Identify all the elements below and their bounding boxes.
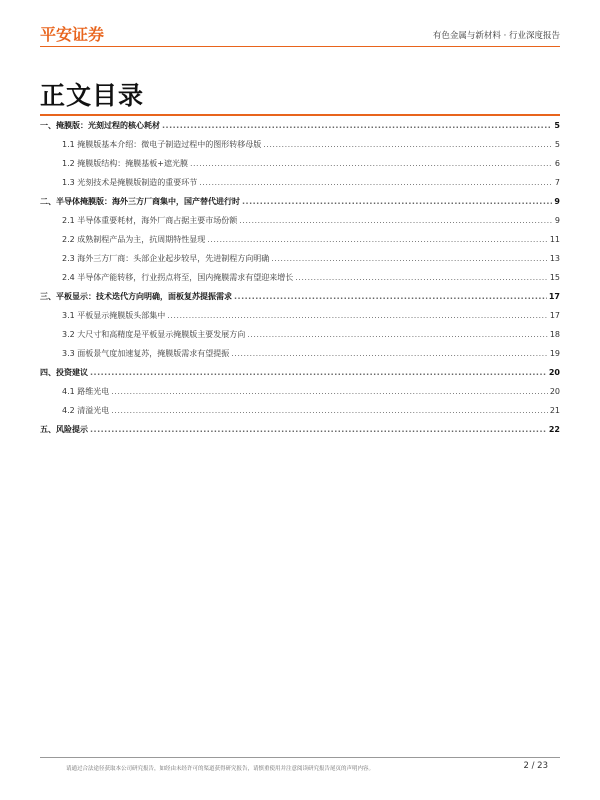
- toc-entry[interactable]: [40, 253, 560, 272]
- toc-entry-page: 19: [549, 349, 560, 358]
- toc-leader-dots: [90, 425, 547, 434]
- toc-entry-title: 3.3 面板景气度加速复苏，掩膜版需求有望提振: [62, 349, 230, 358]
- toc-entry[interactable]: [40, 272, 560, 291]
- toc-entry[interactable]: [40, 424, 560, 443]
- toc-entry-page: 15: [549, 273, 560, 282]
- toc-entry[interactable]: [40, 234, 560, 253]
- toc-entry[interactable]: [40, 291, 560, 310]
- report-type: 有色金属与新材料 · 行业深度报告: [432, 31, 560, 41]
- toc-leader-dots: [271, 254, 548, 263]
- toc-leader-dots: [190, 159, 553, 168]
- toc-leader-dots: [199, 178, 553, 187]
- toc-entry[interactable]: [40, 177, 560, 196]
- toc-entry-title: 三、平板显示：技术迭代方向明确，面板复苏提振需求: [40, 292, 232, 301]
- toc-entry-title: 1.2 掩膜版结构：掩膜基板+遮光膜: [62, 159, 188, 168]
- toc-entry-page: 13: [549, 254, 560, 263]
- toc-leader-dots: [242, 197, 552, 206]
- toc-entry[interactable]: [40, 158, 560, 177]
- toc-entry-title: 4.1 路维光电: [62, 387, 110, 396]
- toc-leader-dots: [231, 349, 548, 358]
- toc-entry-page: 6: [554, 159, 560, 168]
- toc-entry-page: 22: [548, 425, 560, 434]
- toc-entry[interactable]: [40, 367, 560, 386]
- page-header: [40, 22, 560, 44]
- toc-entry-page: 9: [554, 216, 560, 225]
- toc-entry[interactable]: [40, 196, 560, 215]
- toc-entry-title: 一、掩膜版：光刻过程的核心耗材: [40, 121, 160, 130]
- toc-entry-page: 9: [554, 197, 560, 206]
- toc-entry-page: 7: [554, 178, 560, 187]
- page-number: 2 / 23: [523, 761, 548, 771]
- toc-entry[interactable]: [40, 348, 560, 367]
- toc-leader-dots: [167, 311, 548, 320]
- toc-entry-title: 1.1 掩膜版基本介绍：微电子制造过程中的图形转移母版: [62, 140, 262, 149]
- toc-entry-title: 二、半导体掩膜版：海外三方厂商集中，国产替代进行时: [40, 197, 240, 206]
- toc-entry-page: 17: [548, 292, 560, 301]
- toc-entry-title: 4.2 清溢光电: [62, 406, 110, 415]
- toc-entry-title: 3.2 大尺寸和高精度是平板显示掩膜版主要发展方向: [62, 330, 246, 339]
- toc-leader-dots: [207, 235, 548, 244]
- toc-entry-page: 17: [549, 311, 560, 320]
- toc-leader-dots: [295, 273, 548, 282]
- toc-entry-title: 四、投资建议: [40, 368, 88, 377]
- header-divider: [40, 46, 560, 47]
- toc-entry[interactable]: [40, 310, 560, 329]
- toc-entry[interactable]: [40, 139, 560, 158]
- toc-leader-dots: [162, 121, 552, 130]
- toc-leader-dots: [239, 216, 553, 225]
- toc-entry-page: 20: [548, 368, 560, 377]
- company-logo: 平安证券: [40, 25, 105, 44]
- toc-leader-dots: [247, 330, 548, 339]
- toc-entry-title: 五、风险提示: [40, 425, 88, 434]
- toc-entry-title: 2.3 海外三方厂商：头部企业起步较早，先进制程方向明确: [62, 254, 270, 263]
- toc-entry-page: 21: [549, 406, 560, 415]
- toc-entry[interactable]: [40, 215, 560, 234]
- toc-entry-title: 2.2 成熟制程产品为主，抗周期特性显现: [62, 235, 206, 244]
- toc-entry-page: 5: [554, 121, 560, 130]
- toc-entry-page: 20: [549, 387, 560, 396]
- toc-leader-dots: [111, 387, 548, 396]
- toc-entry[interactable]: [40, 329, 560, 348]
- toc-entry-title: 2.1 半导体重要耗材，海外厂商占据主要市场份额: [62, 216, 238, 225]
- toc-entry[interactable]: [40, 120, 560, 139]
- toc-entry[interactable]: [40, 386, 560, 405]
- toc-leader-dots: [234, 292, 547, 301]
- footer-disclaimer: 请通过合法途径获取本公司研究报告，如经由未经许可的渠道获得研究报告，请慎重使用并注意阅读研究报告尾页的声明内容。: [66, 766, 375, 772]
- toc-entry-page: 5: [554, 140, 560, 149]
- toc-entry[interactable]: [40, 405, 560, 424]
- toc-leader-dots: [263, 140, 553, 149]
- page-title: 正文目录: [40, 81, 145, 110]
- toc-leader-dots: [111, 406, 548, 415]
- toc-entry-title: 1.3 光刻技术是掩膜版制造的重要环节: [62, 178, 198, 187]
- toc-leader-dots: [90, 368, 547, 377]
- toc-entry-title: 2.4 半导体产能转移，行业拐点将至，国内掩膜需求有望迎来增长: [62, 273, 294, 282]
- title-divider: [40, 114, 560, 116]
- toc-entry-page: 18: [549, 330, 560, 339]
- toc-entry-title: 3.1 平板显示掩膜版头部集中: [62, 311, 166, 320]
- table-of-contents: [40, 120, 560, 443]
- toc-entry-page: 11: [549, 235, 560, 244]
- footer-divider: [40, 757, 560, 758]
